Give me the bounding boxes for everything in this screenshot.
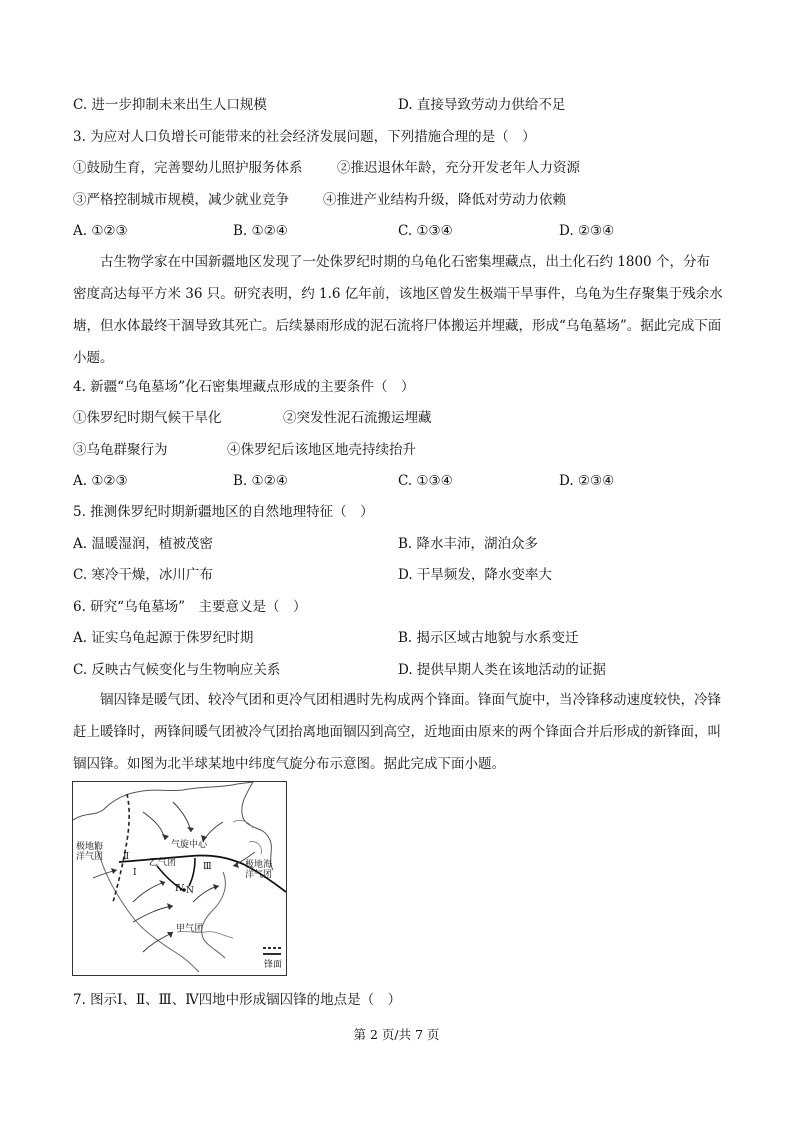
- passage-turtle-fossils: 古生物学家在中国新疆地区发现了一处侏罗纪时期的乌龟化石密集埋藏点，出土化石约 1800 个，分布密度高达每平方米 36 只。研究表明，约 1.6 亿年前，该地区曾发生极端干旱事件，乌龟为生存聚集于残余水塘，但水体最终干涸导致其死亡。后续暴雨形成的泥石流将尸体搬运并埋藏，形成“乌龟墓场”。据此完成下面小题。: [73, 254, 723, 366]
- q3-option-c: C. ①③④: [398, 223, 453, 239]
- label-polar-sea-air-mass-east: 极地海 洋气团: [245, 860, 273, 880]
- label-polar-sea-air-mass-west: 极地海 洋气团: [76, 842, 104, 862]
- label-cyclone-center: 气旋中心: [171, 840, 208, 850]
- label-air-mass-yi: 乙气团: [149, 858, 177, 868]
- q5-option-c: C. 寒冷干燥，冰川广布: [73, 567, 213, 583]
- label-site-ii: Ⅱ: [123, 852, 130, 862]
- q2-option-d: D. 直接导致劳动力供给不足: [398, 97, 566, 113]
- label-site-iv: Ⅳ: [175, 884, 184, 894]
- page-footer: 第 2 页/共 7 页: [353, 1027, 440, 1042]
- q7-stem: 7. 图示Ⅰ、Ⅱ、Ⅲ、Ⅳ四地中形成锢囚锋的地点是（ ）: [73, 992, 402, 1008]
- q4-option-a: A. ①②③: [73, 473, 128, 489]
- q6-option-d: D. 提供早期人类在该地活动的证据: [398, 662, 606, 678]
- legend-front-label: 锋面: [264, 960, 283, 970]
- q4-stem: 4. 新疆“乌龟墓场”化石密集埋藏点形成的主要条件（ ）: [73, 379, 415, 395]
- q4-option-c: C. ①③④: [398, 473, 453, 489]
- q3-statement-4: ④推进产业结构升级，降低对劳动力依赖: [323, 192, 566, 208]
- q4-statement-1: ①侏罗纪时期气候干旱化: [73, 410, 222, 426]
- label-site-iii: Ⅲ: [203, 862, 212, 872]
- q6-option-b: B. 揭示区域古地貌与水系变迁: [398, 630, 579, 646]
- q4-option-b: B. ①②④: [233, 473, 288, 489]
- label-air-mass-jia: 甲气团: [176, 924, 204, 934]
- q5-option-d: D. 干旱频发，降水变率大: [398, 567, 552, 583]
- q3-statement-3: ③严格控制城市规模，减少就业竞争: [73, 192, 289, 208]
- q3-option-d: D. ②③④: [559, 223, 615, 239]
- q6-option-a: A. 证实乌龟起源于侏罗纪时期: [73, 630, 254, 646]
- q3-statement-1: ①鼓励生育，完善婴幼儿照护服务体系: [73, 160, 303, 176]
- cyclone-map-figure: [72, 781, 287, 976]
- q6-stem: 6. 研究“乌龟墓场” 主要意义是（ ）: [73, 599, 307, 615]
- passage-occluded-front: 锢囚锋是暖气团、较冷气团和更冷气团相遇时先构成两个锋面。锋面气旋中，当冷锋移动速度较快，冷锋赶上暖锋时，两锋间暖气团被冷气团抬离地面锢囚到高空，近地面由原来的两个锋面合并后形成的新锋面，叫锢囚锋。如图为北半球某地中纬度气旋分布示意图。据此完成下面小题。: [73, 692, 721, 772]
- q5-option-b: B. 降水丰沛，湖泊众多: [398, 536, 539, 552]
- q3-stem: 3. 为应对人口负增长可能带来的社会经济发展问题，下列措施合理的是（ ）: [73, 129, 536, 145]
- q5-stem: 5. 推测侏罗纪时期新疆地区的自然地理特征（ ）: [73, 504, 374, 520]
- q4-statement-3: ③乌龟群聚行为: [73, 442, 168, 458]
- q5-option-a: A. 温暖湿润，植被茂密: [73, 536, 213, 552]
- label-site-i: Ⅰ: [133, 868, 137, 878]
- q4-statement-2: ②突发性泥石流搬运埋藏: [283, 410, 432, 426]
- label-point-n: N: [186, 886, 194, 896]
- q3-option-a: A. ①②③: [73, 223, 128, 239]
- q3-option-b: B. ①②④: [233, 223, 288, 239]
- q3-statement-2: ②推迟退休年龄，充分开发老年人力资源: [337, 160, 580, 176]
- q4-option-d: D. ②③④: [559, 473, 615, 489]
- q6-option-c: C. 反映古气候变化与生物响应关系: [73, 662, 281, 678]
- q2-option-c: C. 进一步抑制未来出生人口规模: [73, 97, 267, 113]
- q4-statement-4: ④侏罗纪后该地区地壳持续抬升: [227, 442, 416, 458]
